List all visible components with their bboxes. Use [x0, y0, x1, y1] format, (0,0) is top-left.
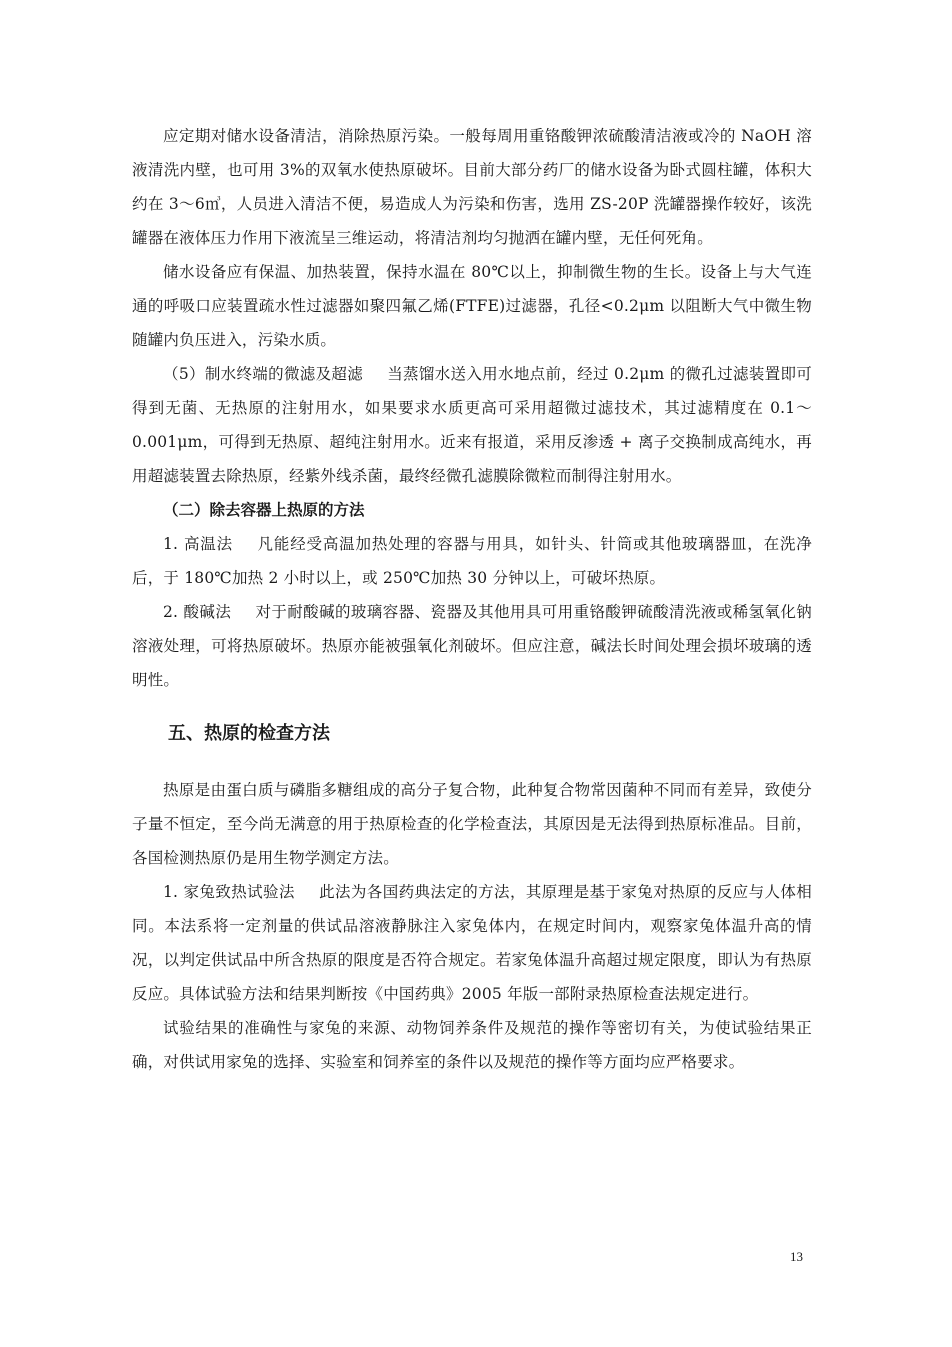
item-5-text: 当蒸馏水送入用水地点前，经过 0.2μm 的微孔过滤装置即可得到无菌、无热原的注射用水，如果要求水质更高可采用超微过滤技术，其过滤精度在 0.1～0.001μm，可得到无热原、超纯注射用水。近来有报道，采用反渗透 + 离子交换制成高纯水，再用超滤装置去除热原，经紫外线杀菌，最终经微孔滤膜除微粒而制得注射用水。	[132, 365, 812, 485]
paragraph-test-1	[132, 875, 812, 1011]
item-5-label: （5）制水终端的微滤及超滤	[163, 365, 364, 383]
paragraph-intro: 热原是由蛋白质与磷脂多糖组成的高分子复合物，此种复合物常因菌种不同而有差异，致使分子量不恒定，至今尚无满意的用于热原检查的化学检查法，其原因是无法得到热原标准品。目前，各国检测热原仍是用生物学测定方法。	[132, 781, 812, 867]
paragraph-storage-heating: 储水设备应有保温、加热装置，保持水温在 80℃以上，抑制微生物的生长。设备上与大气连通的呼吸口应装置疏水性过滤器如聚四氟乙烯(FTFE)过滤器，孔径<0.2μm 以阻断大气中微生物随罐内负压进入，污染水质。	[132, 263, 812, 349]
test-1-label: 1. 家兔致热试验法	[163, 883, 295, 901]
method-2-label: 2. 酸碱法	[163, 603, 232, 621]
paragraph-method-2	[132, 595, 812, 697]
page-number: 13	[790, 1249, 803, 1264]
page-content	[132, 119, 812, 1079]
method-2-text: 对于耐酸碱的玻璃容器、瓷器及其他用具可用重铬酸钾硫酸清洗液或稀氢氧化钠溶液处理，可将热原破坏。热原亦能被强氧化剂破坏。但应注意，碱法长时间处理会损坏玻璃的透明性。	[132, 603, 812, 689]
paragraph-item-5	[132, 357, 812, 493]
method-1-label: 1. 高温法	[163, 535, 233, 553]
test-1-text: 此法为各国药典法定的方法，其原理是基于家兔对热原的反应与人体相同。本法系将一定剂量的供试品溶液静脉注入家兔体内，在规定时间内，观察家兔体温升高的情况，以判定供试品中所含热原的限度是否符合规定。若家兔体温升高超过规定限度，即认为有热原反应。具体试验方法和结果判断按《中国药典》2005 年版一部附录热原检查法规定进行。	[132, 883, 812, 1003]
sub-heading-container-pyrogen: （二）除去容器上热原的方法	[163, 501, 365, 519]
paragraph-storage-cleaning: 应定期对储水设备清洁，消除热原污染。一般每周用重铬酸钾浓硫酸清洁液或冷的 NaOH 溶液清洗内壁，也可用 3%的双氧水使热原破坏。目前大部分药厂的储水设备为卧式圆柱罐，体积大约在 3～6㎥，人员进入清洁不便，易造成人为污染和伤害，选用 ZS-20P 洗罐器操作较好，该洗罐器在液体压力作用下液流呈三维运动，将清洁剂均匀抛洒在罐内壁，无任何死角。	[132, 127, 812, 247]
section-heading: 五、热原的检查方法	[168, 723, 330, 744]
method-1-text: 凡能经受高温加热处理的容器与用具，如针头、针筒或其他玻璃器皿，在洗净后，于 180℃加热 2 小时以上，或 250℃加热 30 分钟以上，可破坏热原。	[132, 535, 812, 587]
paragraph-closing: 试验结果的准确性与家兔的来源、动物饲养条件及规范的操作等密切有关，为使试验结果正确，对供试用家兔的选择、实验室和饲养室的条件以及规范的操作等方面均应严格要求。	[132, 1019, 812, 1071]
paragraph-method-1	[132, 527, 812, 595]
